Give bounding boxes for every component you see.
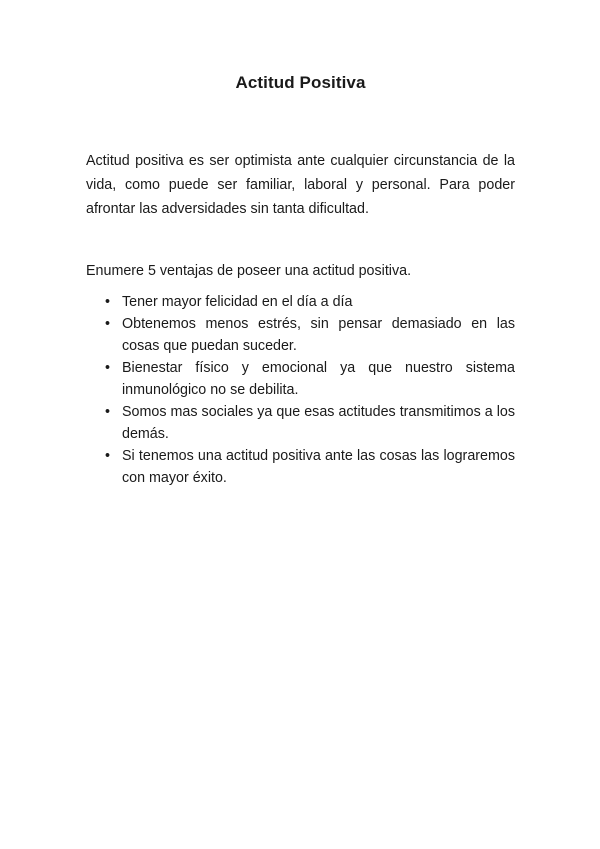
- list-item: [86, 401, 515, 445]
- list-item-label: Obtenemos menos estrés, sin pensar demasiado en las cosas que puedan suceder.: [122, 316, 515, 354]
- list-item: [86, 313, 515, 357]
- document-body: [86, 0, 515, 489]
- list-item-label: Si tenemos una actitud positiva ante las cosas las lograremos con mayor éxito.: [122, 448, 515, 486]
- list-item: [86, 445, 515, 489]
- list-item-label: Bienestar físico y emocional ya que nuestro sistema inmunológico no se debilita.: [122, 360, 515, 398]
- bullet-icon: •: [105, 316, 111, 332]
- list-item: [86, 357, 515, 401]
- list-item-label: Somos mas sociales ya que esas actitudes transmitimos a los demás.: [122, 404, 515, 442]
- list-item-label: Tener mayor felicidad en el día a día: [122, 294, 353, 310]
- bullet-icon: •: [105, 404, 111, 420]
- bullet-icon: •: [105, 360, 111, 376]
- bullet-icon: •: [105, 448, 111, 464]
- page-title: Actitud Positiva: [235, 73, 366, 92]
- advantages-list: [86, 283, 515, 489]
- list-item: [86, 291, 515, 313]
- prompt-line: Enumere 5 ventajas de poseer una actitud positiva.: [86, 263, 412, 279]
- bullet-icon: •: [105, 294, 111, 310]
- intro-paragraph: Actitud positiva es ser optimista ante cualquier circunstancia de la vida, como puede ser familiar, laboral y personal. Para poder afrontar las adversidades sin tanta dificultad.: [86, 153, 515, 217]
